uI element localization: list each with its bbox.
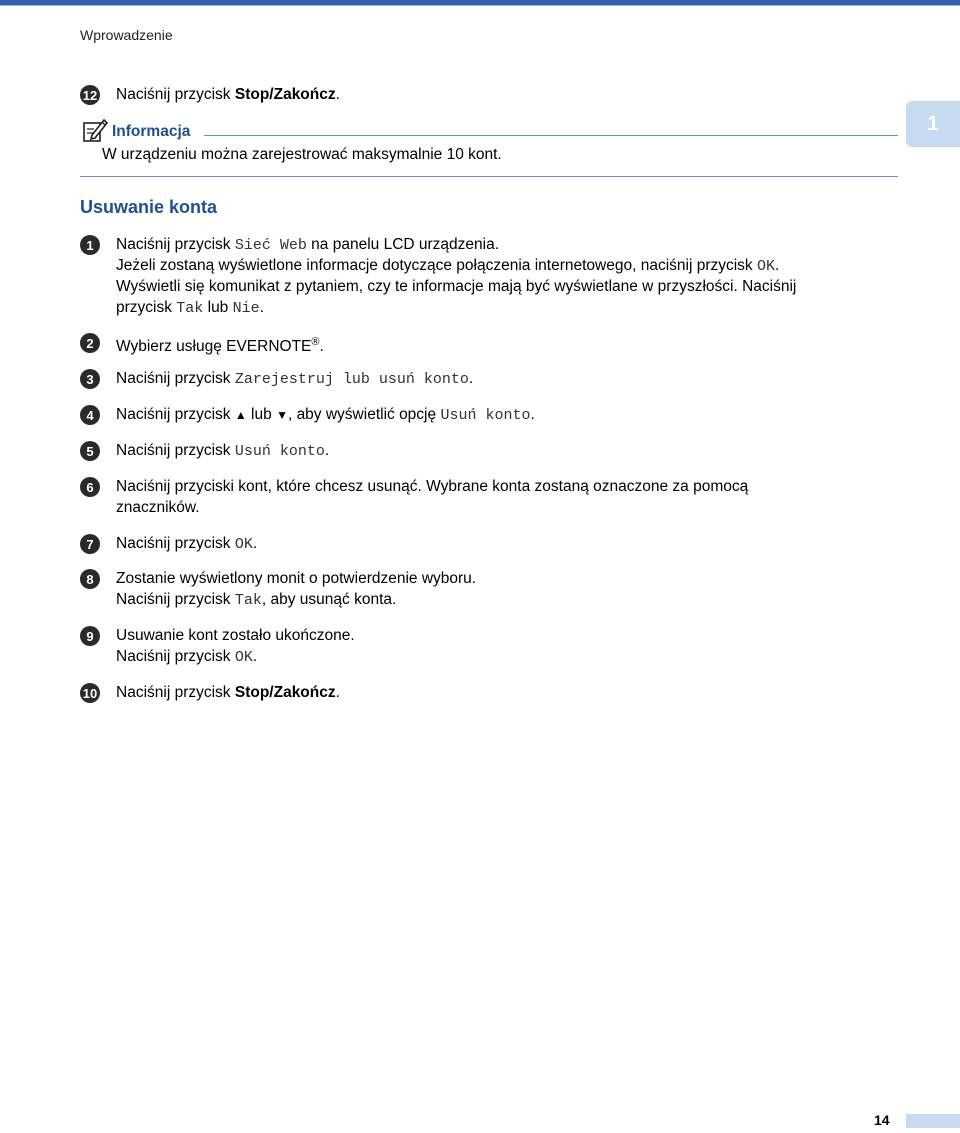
step-number: 9 — [80, 626, 100, 646]
step-text: Naciśnij przycisk Zarejestruj lub usuń konto. — [116, 370, 474, 388]
note-pencil-icon — [82, 117, 108, 143]
key-name: Stop/Zakończ — [234, 684, 336, 701]
note-rule-bottom — [80, 176, 898, 177]
step-text: Wybierz usługę EVERNOTE®. — [116, 336, 324, 356]
step-text: Zostanie wyświetlony monit o potwierdzenie wyboru. — [116, 570, 477, 587]
step-number: 7 — [80, 534, 100, 554]
step-number: 3 — [80, 369, 100, 389]
lcd-label: Tak — [176, 300, 204, 317]
step-text: Naciśnij przycisk Sieć Web na panelu LCD urządzenia. — [116, 236, 500, 254]
arrow-down-icon: ▼ — [276, 408, 288, 422]
page-number: 14 — [874, 1112, 890, 1128]
lcd-label: Zarejestruj lub usuń konto — [234, 371, 469, 388]
note-rule-top — [204, 135, 898, 136]
step-text: Naciśnij przycisk OK. — [116, 648, 258, 666]
step-number: 5 — [80, 441, 100, 461]
step-text: Naciśnij przycisk OK. — [116, 535, 258, 553]
step-number: 2 — [80, 333, 100, 353]
chapter-number: 1 — [927, 112, 939, 135]
step-text: Naciśnij przycisk Stop/Zakończ. — [116, 684, 340, 701]
step-text: Usuwanie kont zostało ukończone. — [116, 627, 355, 644]
note-box — [80, 115, 898, 179]
lcd-label: Sieć Web — [234, 237, 307, 254]
registered-mark: ® — [311, 336, 320, 348]
step-text: Naciśnij przycisk Tak, aby usunąć konta. — [116, 591, 397, 609]
lcd-label: Tak — [234, 592, 262, 609]
step-number: 1 — [80, 235, 100, 255]
step-text: Naciśnij przycisk ▲ lub ▼, aby wyświetlić opcję Usuń konto. — [116, 406, 535, 424]
key-name: Stop/Zakończ — [234, 86, 336, 103]
chapter-tab — [906, 101, 960, 147]
lcd-label: Usuń konto — [440, 407, 531, 424]
lcd-label: Usuń konto — [234, 443, 325, 460]
arrow-up-icon: ▲ — [234, 408, 247, 422]
step-number: 4 — [80, 405, 100, 425]
step-number: 10 — [80, 683, 100, 703]
lcd-label: Nie — [232, 300, 260, 317]
running-header: Wprowadzenie — [80, 27, 173, 43]
step-text: znaczników. — [116, 499, 200, 516]
footer-bar — [906, 1114, 960, 1128]
step-text: Naciśnij przycisk Usuń konto. — [116, 442, 330, 460]
lcd-label: OK — [234, 536, 253, 553]
step-text: przycisk Tak lub Nie. — [116, 299, 264, 317]
note-text: W urządzeniu można zarejestrować maksymalnie 10 kont. — [102, 146, 502, 163]
step-text: Wyświetli się komunikat z pytaniem, czy te informacje mają być wyświetlane w przyszłości. Naciśnij — [116, 278, 797, 295]
top-rule-thin — [0, 5, 960, 6]
step-text: Naciśnij przyciski kont, które chcesz usunąć. Wybrane konta zostaną oznaczone za pomocą — [116, 478, 749, 495]
step-text: Naciśnij przycisk Stop/Zakończ. — [116, 86, 340, 103]
lcd-label: OK — [756, 258, 775, 275]
section-title: Usuwanie konta — [80, 197, 218, 217]
step-text: Jeżeli zostaną wyświetlone informacje dotyczące połączenia internetowego, naciśnij przycisk OK. — [116, 257, 780, 275]
step-number: 6 — [80, 477, 100, 497]
step-number: 12 — [80, 85, 100, 105]
step-number: 8 — [80, 569, 100, 589]
note-title: Informacja — [112, 123, 191, 140]
lcd-label: OK — [234, 649, 253, 666]
